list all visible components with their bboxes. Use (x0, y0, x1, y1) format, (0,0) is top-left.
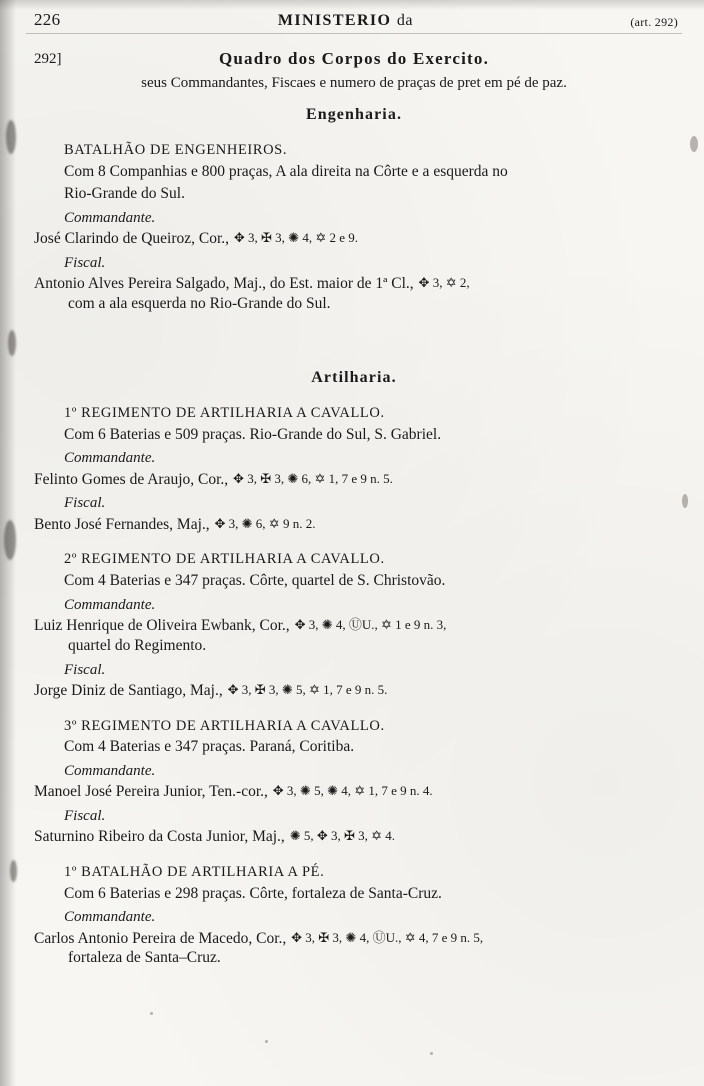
person-name: Manoel José Pereira Junior, Ten.-cor., (34, 783, 268, 801)
decoration-symbols: ✥ 3, ✠ 3, ✺ 5, ✡ 1, 7 e 9 n. 5. (227, 681, 388, 697)
role-label: Commandante. (64, 763, 156, 780)
decoration-symbols: ✥ 3, ✠ 3, ✺ 4, ✡ 2 e 9. (233, 229, 358, 245)
article-reference: (art. 292) (630, 15, 678, 29)
decoration-symbols: ✥ 3, ✺ 6, ✡ 9 n. 2. (214, 515, 316, 531)
role-label: Fiscal. (64, 254, 106, 271)
unit-name: 3º REGIMENTO DE ARTILHARIA A CAVALLO. (64, 717, 385, 734)
person-entry (34, 470, 674, 490)
section-heading-artilharia: Artilharia. (311, 368, 397, 386)
page-body (0, 34, 704, 968)
unit-block (34, 550, 674, 700)
person-name: Luiz Henrique de Oliveira Ewbank, Cor., (34, 616, 290, 634)
unit-description: Com 4 Baterias e 347 praças. Côrte, quartel de S. Christovão. (64, 571, 446, 589)
person-name: José Clarindo de Queiroz, Cor., (34, 229, 230, 247)
person-entry (34, 827, 674, 847)
role-label: Fiscal. (64, 495, 106, 512)
unit-description: Com 4 Baterias e 347 praças. Paraná, Coritiba. (64, 738, 355, 756)
role-label: Commandante. (64, 209, 156, 226)
person-name: Saturnino Ribeiro da Costa Junior, Maj., (34, 828, 285, 846)
unit-block (34, 863, 674, 968)
role-label: Commandante. (64, 596, 156, 613)
scan-speck (265, 1040, 268, 1043)
title-row (34, 48, 674, 70)
person-entry (34, 274, 674, 314)
unit-description: Com 6 Baterias e 509 praças. Rio-Grande do Sul, S. Gabriel. (64, 425, 442, 443)
decoration-symbols: ✥ 3, ✠ 3, ✺ 4, ⓊU., ✡ 4, 7 e 9 n. 5, (291, 929, 484, 945)
person-entry (34, 782, 674, 802)
person-note: quartel do Regimento. (68, 636, 207, 654)
unit-description: Com 6 Baterias e 298 praças. Côrte, fortaleza de Santa-Cruz. (64, 884, 442, 902)
person-entry (34, 929, 674, 969)
running-head (0, 0, 704, 30)
role-label: Fiscal. (64, 808, 106, 825)
unit-description: Com 8 Companhias e 800 praças, A ala direita na Côrte e a esquerda no (64, 163, 508, 181)
person-entry (34, 681, 674, 701)
decoration-symbols: ✥ 3, ✡ 2, (418, 274, 470, 290)
unit-block (34, 717, 674, 847)
role-label: Commandante. (64, 909, 156, 926)
running-title-text: MINISTERIO (277, 12, 392, 29)
page-title: Quadro dos Corpos do Exercito. (218, 49, 490, 68)
person-name: Jorge Diniz de Santiago, Maj., (34, 681, 223, 699)
decoration-symbols: ✥ 3, ✺ 5, ✺ 4, ✡ 1, 7 e 9 n. 4. (272, 783, 433, 799)
unit-block (34, 404, 674, 534)
unit-description-cont: Rio-Grande do Sul. (64, 184, 185, 202)
unit-name: 1º BATALHÃO DE ARTILHARIA A PÉ. (64, 864, 325, 881)
section-heading-engenharia: Engenharia. (305, 106, 403, 124)
unit-name: 1º REGIMENTO DE ARTILHARIA A CAVALLO. (64, 405, 385, 422)
person-name: Felinto Gomes de Araujo, Cor., (34, 470, 229, 488)
person-note: fortaleza de Santa–Cruz. (68, 949, 221, 967)
decoration-symbols: ✥ 3, ✠ 3, ✺ 6, ✡ 1, 7 e 9 n. 5. (233, 470, 393, 486)
scan-speck (150, 1012, 153, 1015)
person-name: Bento José Fernandes, Maj., (34, 515, 210, 533)
role-label: Commandante. (64, 450, 156, 467)
person-entry (34, 616, 674, 656)
unit-name: BATALHÃO DE ENGENHEIROS. (64, 142, 288, 159)
role-label: Fiscal. (64, 661, 106, 678)
unit-name: 2º REGIMENTO DE ARTILHARIA A CAVALLO. (64, 551, 385, 568)
running-title-suffix: da (396, 12, 413, 29)
person-entry (34, 515, 674, 535)
decoration-symbols: ✥ 3, ✺ 4, ⓊU., ✡ 1 e 9 n. 3, (294, 616, 447, 632)
running-title (278, 12, 413, 30)
marginal-article-number: 292] (34, 51, 62, 67)
decoration-symbols: ✺ 5, ✥ 3, ✠ 3, ✡ 4. (289, 828, 396, 844)
unit-block (34, 141, 674, 313)
scan-speck (430, 1052, 433, 1055)
person-name: Carlos Antonio Pereira de Macedo, Cor., (34, 929, 287, 947)
page-subtitle: seus Commandantes, Fiscaes e numero de praças de pret em pé de paz. (141, 74, 567, 91)
page-number: 226 (34, 10, 61, 29)
person-entry (34, 229, 674, 249)
person-note: com a ala esquerda no Rio-Grande do Sul. (68, 294, 331, 312)
person-name: Antonio Alves Pereira Salgado, Maj., do Est. maior de 1ª Cl., (34, 274, 414, 292)
